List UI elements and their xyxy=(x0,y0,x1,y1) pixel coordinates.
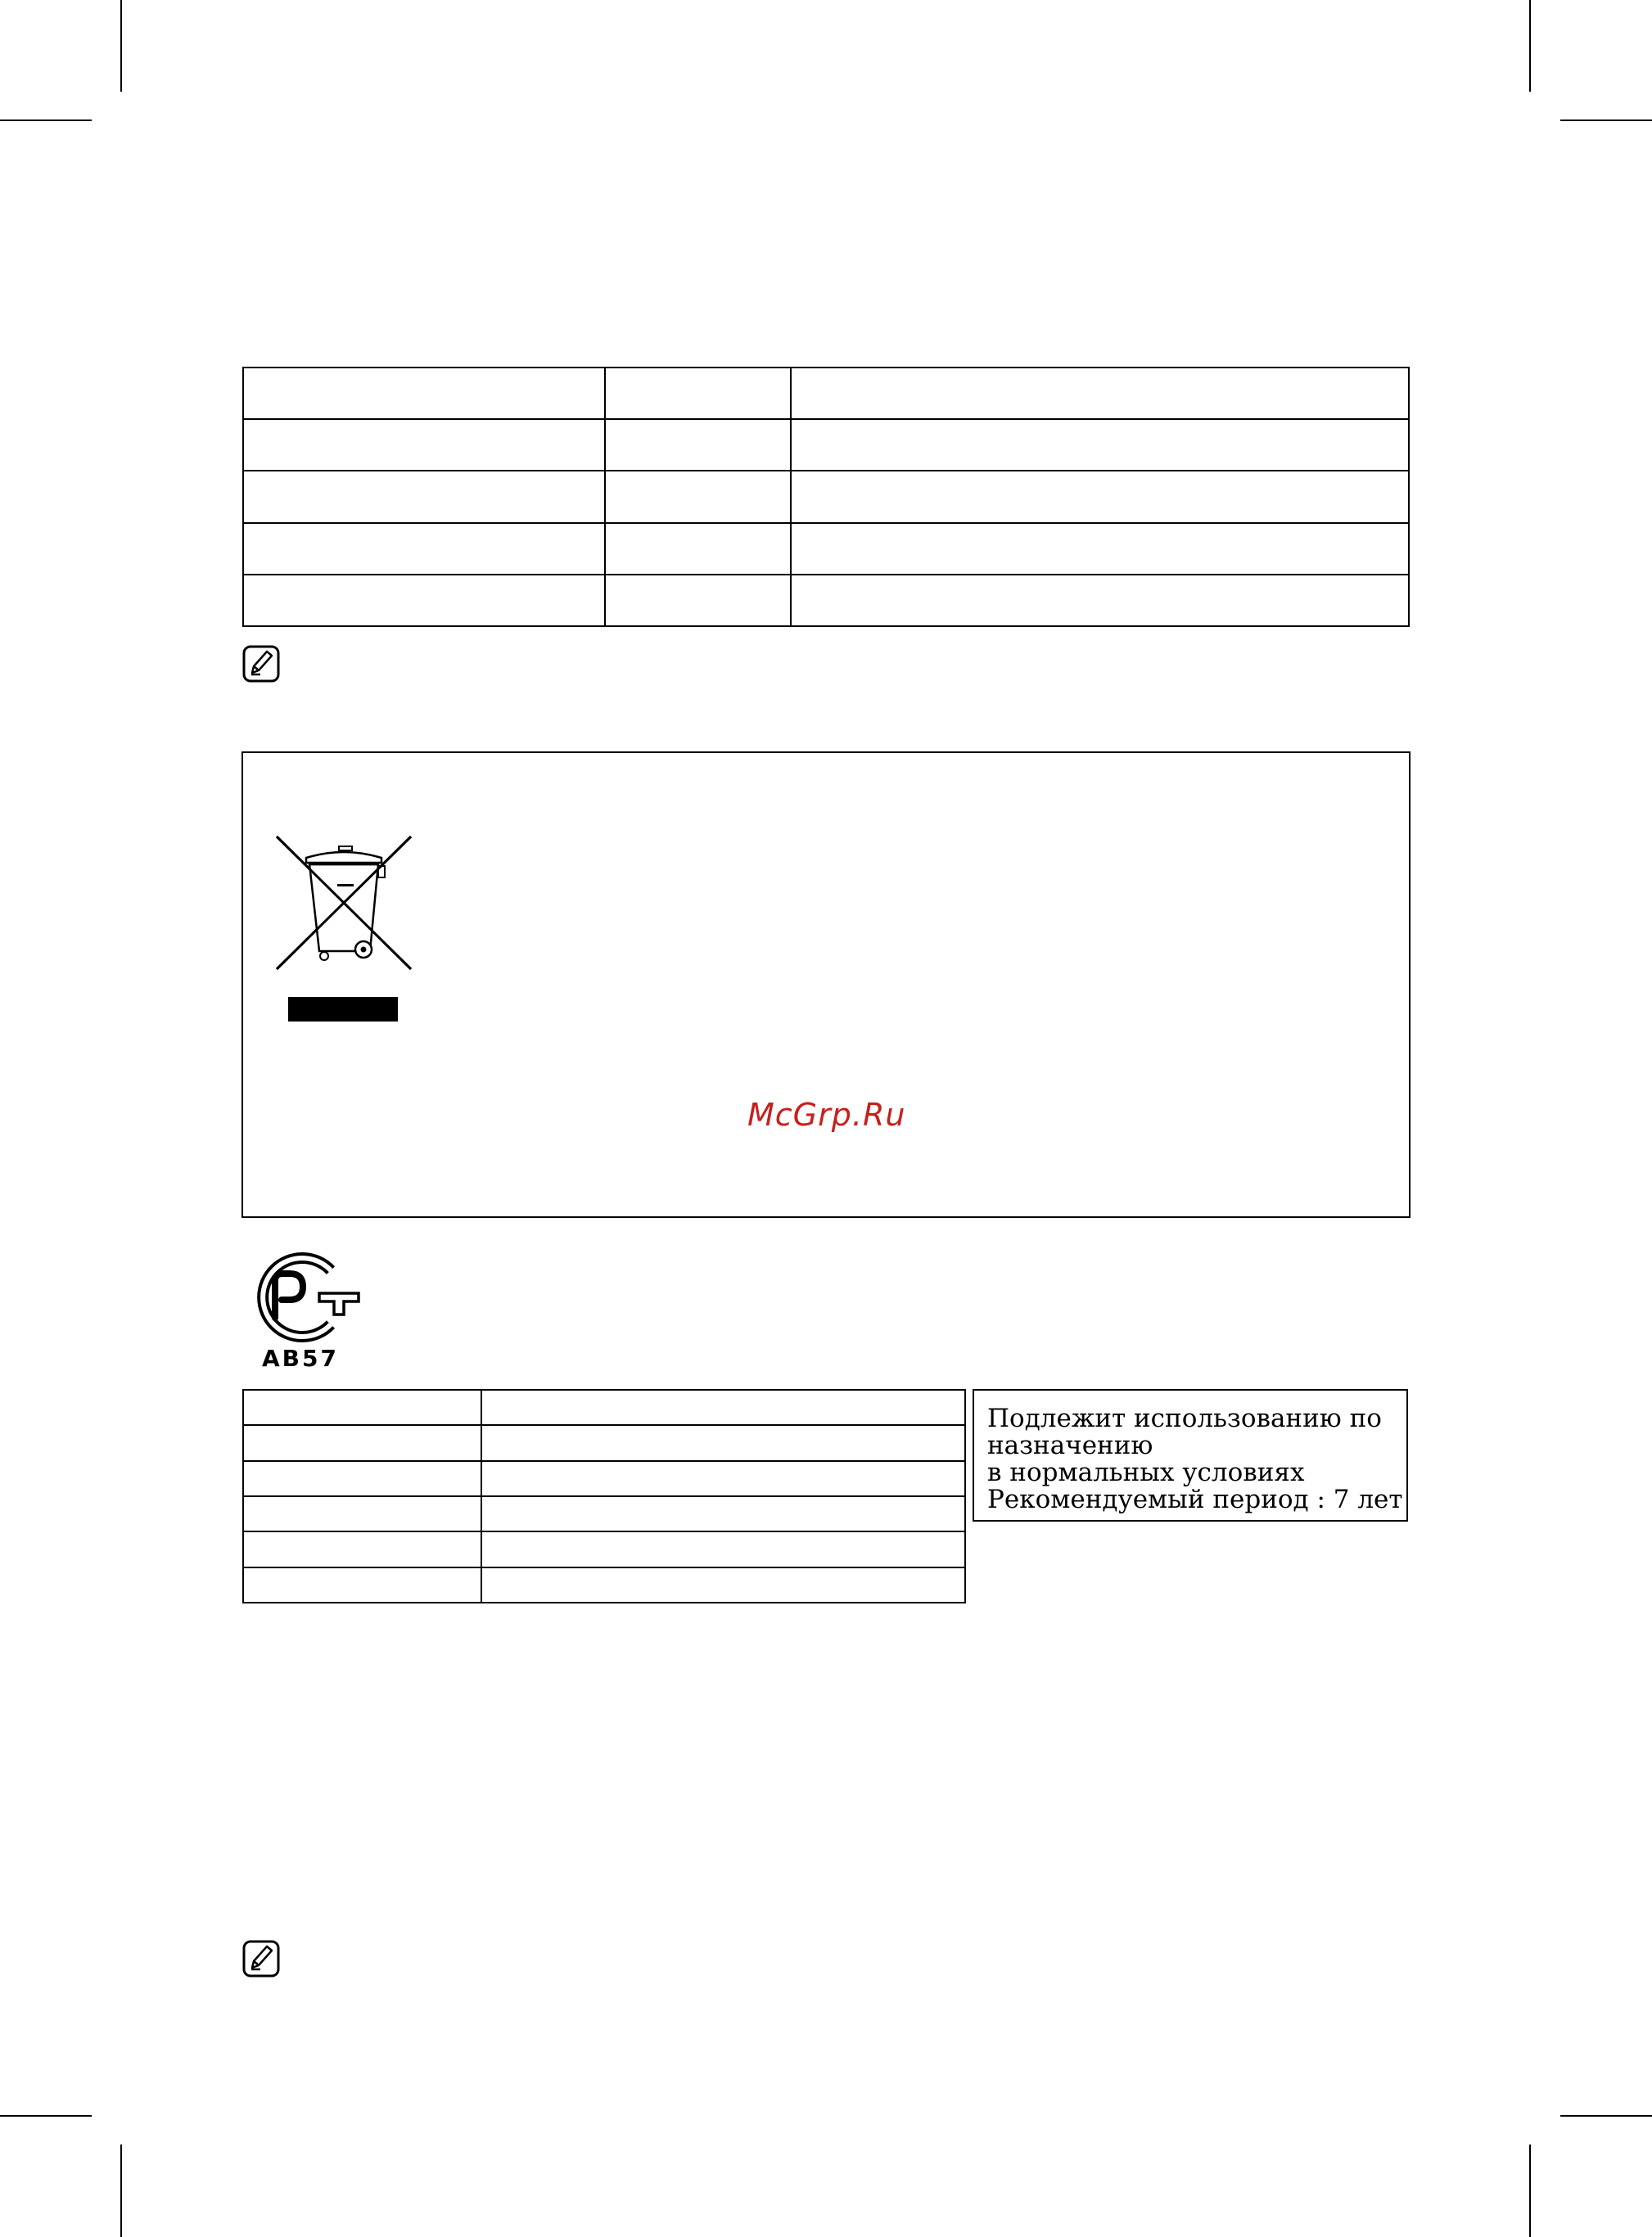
table-row xyxy=(243,419,1409,471)
disposal-notice-box xyxy=(241,751,1411,1218)
usage-notice-line: Рекомендуемый период : 7 лет xyxy=(987,1485,1403,1514)
usage-period-notice xyxy=(973,1389,1408,1522)
table-row xyxy=(243,1390,965,1425)
certification-code: AB57 xyxy=(262,1345,339,1372)
usage-notice-line: в нормальных условиях xyxy=(987,1458,1305,1487)
crop-mark-bottom-right-h xyxy=(1560,2115,1652,2117)
crop-mark-bottom-right-v xyxy=(1529,2145,1531,2237)
crop-mark-bottom-left-h xyxy=(0,2115,92,2117)
manufacture-info-table xyxy=(242,1389,966,1603)
crop-mark-bottom-left-v xyxy=(120,2145,122,2237)
usage-notice-line: Подлежит использованию по xyxy=(987,1404,1382,1433)
watermark: McGrp.Ru xyxy=(747,1097,906,1133)
table-row xyxy=(243,471,1409,522)
crop-mark-top-left-h xyxy=(0,120,92,121)
crossed-out-wheelie-bin-icon xyxy=(273,833,414,1023)
table-row xyxy=(243,368,1409,419)
spec-table xyxy=(242,367,1410,627)
table-row xyxy=(243,1531,965,1567)
crop-mark-top-right-v xyxy=(1529,0,1531,92)
crop-mark-top-right-h xyxy=(1560,120,1652,121)
table-row xyxy=(243,1461,965,1496)
rst-certification-mark-icon xyxy=(239,1252,367,1342)
table-row xyxy=(243,575,1409,626)
table-row xyxy=(243,1425,965,1460)
crop-mark-top-left-v xyxy=(120,0,122,92)
note-pencil-icon xyxy=(242,1940,280,1978)
table-row xyxy=(243,1567,965,1603)
table-row xyxy=(243,1496,965,1531)
usage-notice-line: назначению xyxy=(987,1431,1153,1460)
table-row xyxy=(243,523,1409,575)
note-pencil-icon xyxy=(242,645,280,683)
